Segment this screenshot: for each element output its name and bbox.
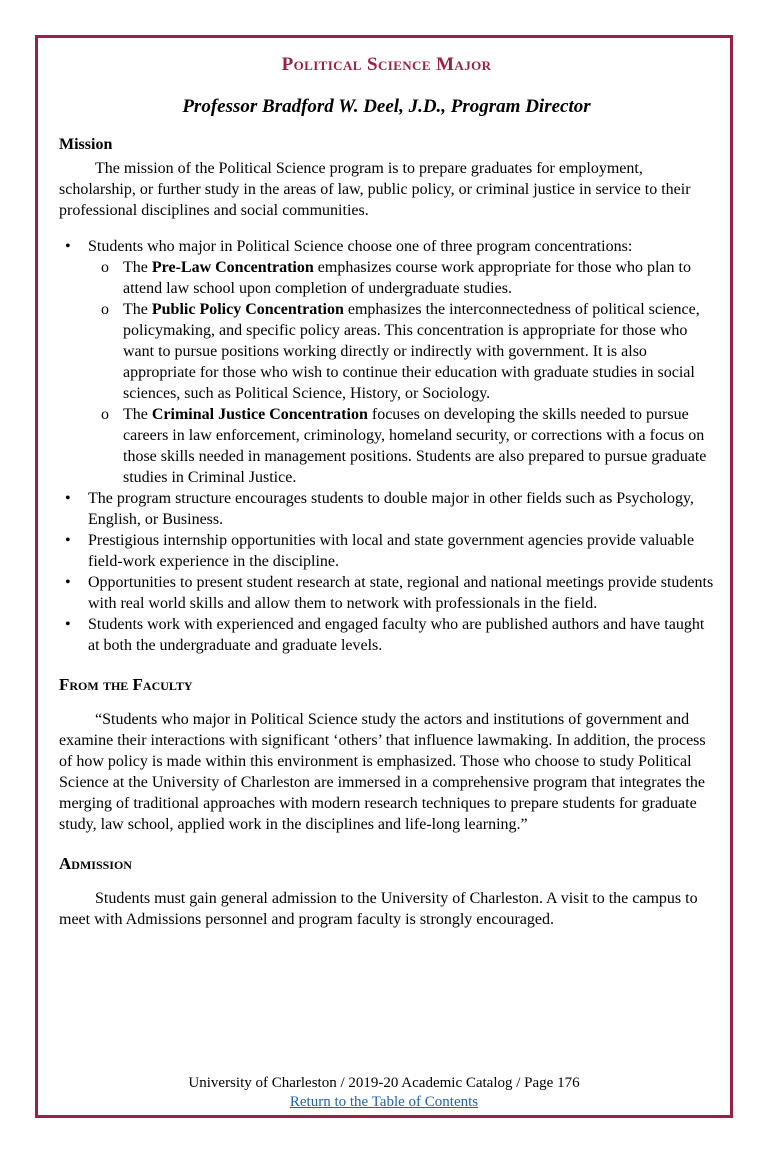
bullet-marker: • <box>65 238 71 255</box>
faculty-heading: From the Faculty <box>59 675 193 694</box>
page-title: Political Science Major <box>281 54 492 75</box>
concentration-name: Pre-Law Concentration <box>151 259 314 276</box>
return-to-toc-link[interactable]: Return to the Table of Contents <box>289 1094 479 1110</box>
footer-catalog-line: University of Charleston / 2019-20 Academic Catalog / Page 176 <box>188 1075 580 1091</box>
sub-bullet-rest: emphasizes the interconnectedness of political science, policymaking, and specific policy areas. This concentration is appropriate for those who want to pursue positions working directly or indirectly with government. It is also appropriate for those who wish to continue their education with graduate studies in social sciences, such as Political Science, History, or Sociology. <box>123 301 700 402</box>
list-item <box>59 488 714 530</box>
sub-bullet-rest: emphasizes course work appropriate for those who plan to attend law school upon completion of undergraduate studies. <box>123 259 691 297</box>
sub-bullet-prefix: The <box>123 406 152 423</box>
list-item <box>59 236 714 257</box>
page-border <box>35 35 733 1118</box>
bullet-marker: • <box>65 490 71 507</box>
list-subitem <box>94 404 714 488</box>
program-bullet-list <box>59 236 714 656</box>
sub-bullet-marker: o <box>101 259 109 276</box>
sub-bullet-prefix: The <box>123 301 152 318</box>
page-content <box>38 38 730 930</box>
page-footer <box>38 1074 730 1112</box>
bullet-marker: • <box>65 616 71 633</box>
mission-paragraph: The mission of the Political Science program is to prepare graduates for employment, scholarship, or further study in the areas of law, public policy, or criminal justice in service to their professional disciplines and social communities. <box>59 160 691 219</box>
sub-bullet-text <box>123 299 714 404</box>
bullet-marker: • <box>65 532 71 549</box>
bullet-marker: • <box>65 574 71 591</box>
sub-bullet-rest: focuses on developing the skills needed to pursue careers in law enforcement, criminology, homeland security, or corrections with a focus on those skills needed in management positions. Students are also prepared to pursue graduate studies in Criminal Justice. <box>123 406 707 486</box>
mission-heading: Mission <box>59 136 113 153</box>
faculty-paragraph: “Students who major in Political Science study the actors and institutions of government and examine their interactions with significant ‘others’ that influence lawmaking. In addition, the process of how policy is made within this environment is emphasized. Those who choose to study Political Science at the University of Charleston are immersed in a comprehensive program that integrates the merging of traditional approaches with modern research techniques to prepare students for graduate study, law school, applied work in the disciplines and life-long learning.” <box>59 711 706 833</box>
sub-bullet-marker: o <box>101 406 109 423</box>
list-subitem <box>94 299 714 404</box>
sub-bullet-prefix: The <box>123 259 152 276</box>
sub-bullet-text <box>123 404 714 488</box>
concentration-name: Criminal Justice Concentration <box>151 406 368 423</box>
list-item <box>59 614 714 656</box>
list-subitem <box>94 257 714 299</box>
bullet-text: Students who major in Political Science choose one of three program concentrations: <box>88 238 633 255</box>
program-director-line: Professor Bradford W. Deel, J.D., Program Director <box>182 96 591 117</box>
concentration-name: Public Policy Concentration <box>151 301 344 318</box>
bullet-text: Students work with experienced and engaged faculty who are published authors and have taught at both the undergraduate and graduate levels. <box>88 616 705 654</box>
admission-heading: Admission <box>59 854 132 873</box>
bullet-text: Opportunities to present student research at state, regional and national meetings provide students with real world skills and allow them to network with professionals in the field. <box>88 574 714 612</box>
sub-bullet-text <box>123 257 714 299</box>
list-item <box>59 530 714 572</box>
admission-paragraph: Students must gain general admission to the University of Charleston. A visit to the campus to meet with Admissions personnel and program faculty is strongly encouraged. <box>59 890 698 928</box>
list-item <box>59 572 714 614</box>
sub-bullet-marker: o <box>101 301 109 318</box>
bullet-text: The program structure encourages students to double major in other fields such as Psychology, English, or Business. <box>88 490 694 528</box>
bullet-text: Prestigious internship opportunities with local and state government agencies provide valuable field-work experience in the discipline. <box>88 532 695 570</box>
